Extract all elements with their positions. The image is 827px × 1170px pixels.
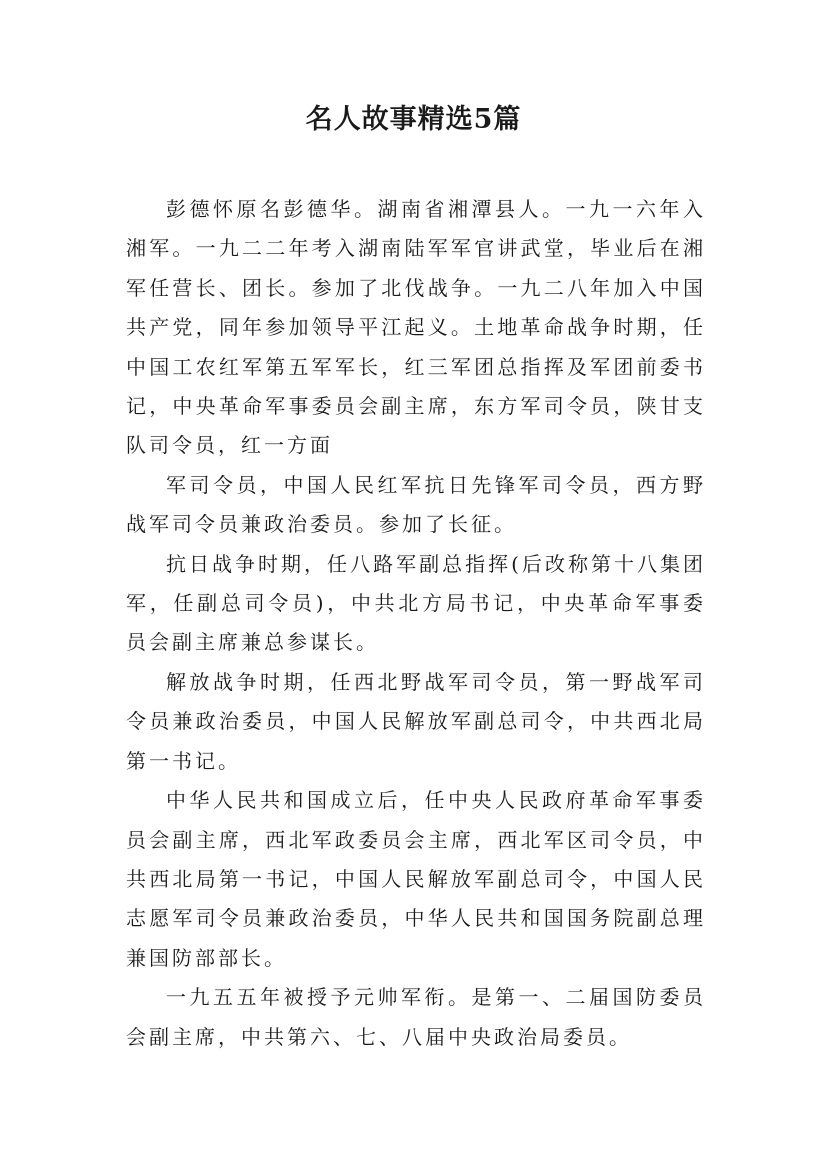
document-body (126, 190, 706, 1057)
paragraph: 军司令员，中国人民红军抗日先锋军司令员，西方野战军司令员兼政治委员。参加了长征。 (126, 472, 706, 537)
paragraph: 解放战争时期，任西北野战军司令员，第一野战军司令员兼政治委员，中国人民解放军副总司令，中共西北局第一书记。 (126, 669, 706, 773)
paragraph: 抗日战争时期，任八路军副总指挥(后改称第十八集团军，任副总司令员)，中共北方局书记，中央革命军事委员会副主席兼总参谋长。 (126, 551, 706, 655)
paragraph: 彭德怀原名彭德华。湖南省湘潭县人。一九一六年入湘军。一九二二年考入湖南陆军军官讲武堂，毕业后在湘军任营长、团长。参加了北伐战争。一九二八年加入中国共产党，同年参加领导平江起义。土地革命战争时期，任中国工农红军第五军军长，红三军团总指挥及军团前委书记，中央革命军事委员会副主席，东方军司令员，陕甘支队司令员，红一方面 (126, 197, 706, 458)
paragraph: 一九五五年被授予元帅军衔。是第一、二届国防委员会副主席，中共第六、七、八届中央政治局委员。 (126, 985, 706, 1049)
paragraph: 中华人民共和国成立后，任中央人民政府革命军事委员会副主席，西北军政委员会主席，西北军区司令员，中共西北局第一书记，中国人民解放军副总司令，中国人民志愿军司令员兼政治委员，中华人民共和国国务院副总理兼国防部部长。 (126, 788, 706, 970)
page-title: 名人故事精选5篇 (305, 104, 522, 135)
